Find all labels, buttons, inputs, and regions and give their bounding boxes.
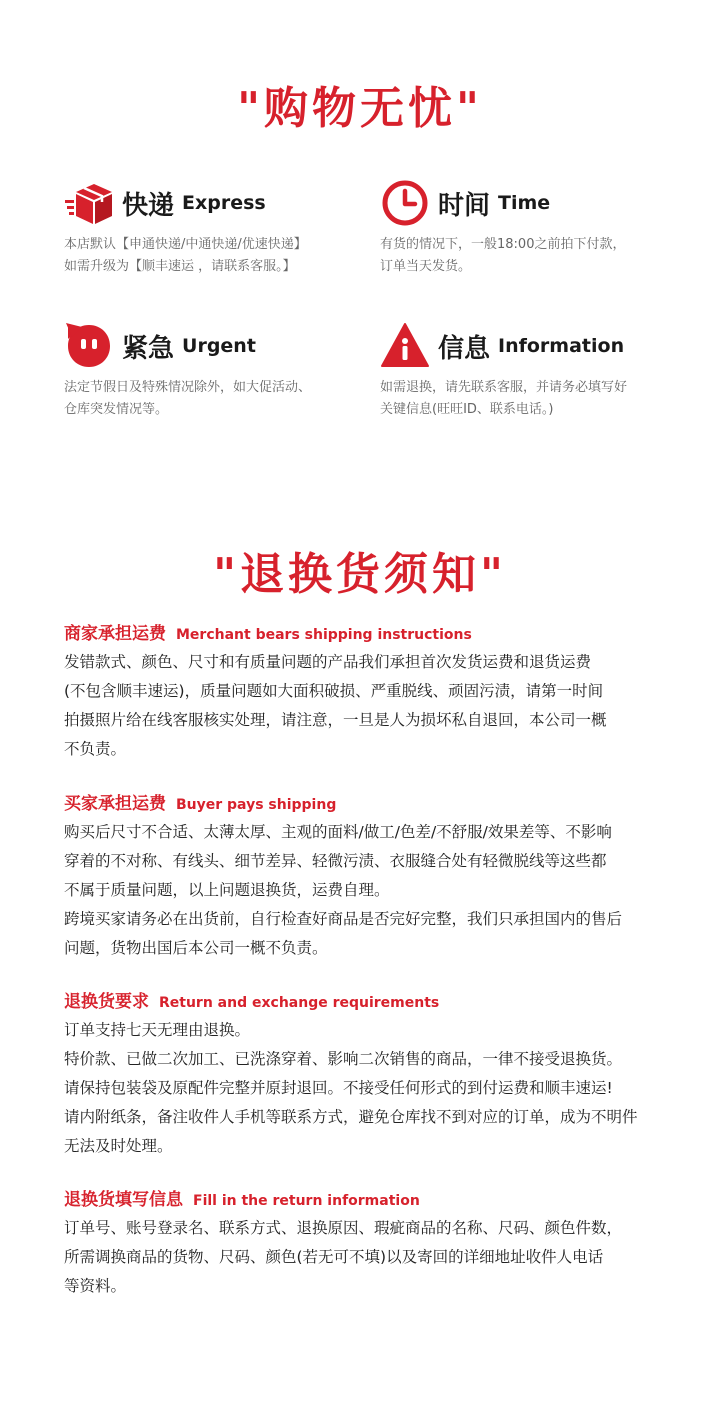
chat-bubble-icon (64, 321, 114, 371)
feature-time-line: 订单当天发货。 (380, 259, 472, 274)
feature-time-en: Time (498, 192, 551, 214)
feature-information (380, 321, 700, 421)
feature-time (380, 178, 700, 278)
feature-time-line: 有货的情况下，一般18:00之前拍下付款， (380, 237, 626, 252)
body-line: 无法及时处理。 (64, 1137, 173, 1155)
block-fill-body (64, 1214, 664, 1301)
body-line: 穿着的不对称、有线头、细节差异、轻微污渍、衣服缝合处有轻微脱线等这些都 (64, 852, 607, 870)
feature-urgent-desc (64, 377, 364, 421)
body-line: (不包含顺丰速运)，质量问题如大面积破损、严重脱线、顽固污渍，请第一时间 (64, 682, 604, 700)
body-line: 问题，货物出国后本公司一概不负责。 (64, 939, 328, 957)
block-fill-en: Fill in the return information (193, 1193, 420, 1209)
block-merchant-en: Merchant bears shipping instructions (176, 627, 472, 643)
body-line: 拍摄照片给在线客服核实处理，请注意，一旦是人为损坏私自退回，本公司一概 (64, 711, 607, 729)
section-title-return-notice: "退换货须知" (213, 549, 507, 600)
block-buyer-body (64, 818, 664, 963)
feature-express-title: 快递 (122, 190, 175, 221)
feature-urgent-en: Urgent (182, 335, 256, 357)
body-line: 请内附纸条，备注收件人手机等联系方式，避免仓库找不到对应的订单，成为不明件 (64, 1108, 638, 1126)
body-line: 等资料。 (64, 1277, 127, 1295)
body-line: 发错款式、颜色、尺寸和有质量问题的产品我们承担首次发货运费和退货运费 (64, 653, 592, 671)
delivery-box-icon (64, 178, 114, 228)
body-line: 购买后尺寸不合适、太薄太厚、主观的面料/做工/色差/不舒服/效果差等、不影响 (64, 823, 612, 841)
feature-information-line: 如需退换，请先联系客服，并请务必填写好 (380, 380, 628, 395)
feature-information-desc (380, 377, 680, 421)
feature-express-line: 本店默认【申通快递/中通快递/优速快递】 (64, 237, 307, 252)
feature-time-desc (380, 234, 680, 278)
feature-urgent-line: 法定节假日及特殊情况除外，如大促活动、 (64, 380, 312, 395)
block-buyer-shipping (64, 789, 664, 963)
block-requirements-body (64, 1016, 664, 1161)
body-line: 跨境买家请务必在出货前，自行检查好商品是否完好完整，我们只承担国内的售后 (64, 910, 623, 928)
block-requirements-en: Return and exchange requirements (159, 995, 440, 1011)
block-return-info (64, 1185, 664, 1301)
feature-time-title: 时间 (438, 190, 491, 221)
feature-urgent (64, 321, 384, 421)
feature-urgent-title: 紧急 (122, 333, 175, 364)
block-buyer-title: 买家承担运费 (64, 794, 166, 814)
body-line: 订单号、账号登录名、联系方式、退换原因、瑕疵商品的名称、尺码、颜色件数， (64, 1219, 623, 1237)
body-line: 不属于质量问题，以上问题退换货，运费自理。 (64, 881, 390, 899)
block-merchant-title: 商家承担运费 (64, 624, 166, 644)
body-line: 所需调换商品的货物、尺码、颜色(若无可不填)以及寄回的详细地址收件人电话 (64, 1248, 604, 1266)
body-line: 请保持包装袋及原配件完整并原封退回。不接受任何形式的到付运费和顺丰速运! (64, 1079, 613, 1097)
feature-information-title: 信息 (438, 333, 491, 364)
info-triangle-icon (380, 321, 430, 371)
body-line: 特价款、已做二次加工、已洗涤穿着、影响二次销售的商品，一律不接受退换货。 (64, 1050, 623, 1068)
block-buyer-en: Buyer pays shipping (176, 797, 337, 813)
feature-express (64, 178, 384, 278)
feature-information-line: 关键信息(旺旺ID、联系电话。) (380, 402, 554, 417)
block-merchant-body (64, 648, 664, 764)
feature-express-desc (64, 234, 364, 278)
body-line: 不负责。 (64, 740, 127, 758)
feature-information-en: Information (498, 335, 625, 357)
block-fill-title: 退换货填写信息 (64, 1190, 183, 1210)
block-requirements-title: 退换货要求 (64, 992, 149, 1012)
clock-icon (380, 178, 430, 228)
body-line: 订单支持七天无理由退换。 (64, 1021, 251, 1039)
section-title-worry-free: "购物无忧" (237, 83, 483, 134)
feature-urgent-line: 仓库突发情况等。 (64, 402, 169, 417)
feature-express-en: Express (182, 192, 266, 214)
feature-express-line: 如需升级为【顺丰速运 ，请联系客服。】 (64, 259, 296, 274)
block-merchant-shipping (64, 619, 664, 764)
block-return-requirements (64, 987, 664, 1161)
